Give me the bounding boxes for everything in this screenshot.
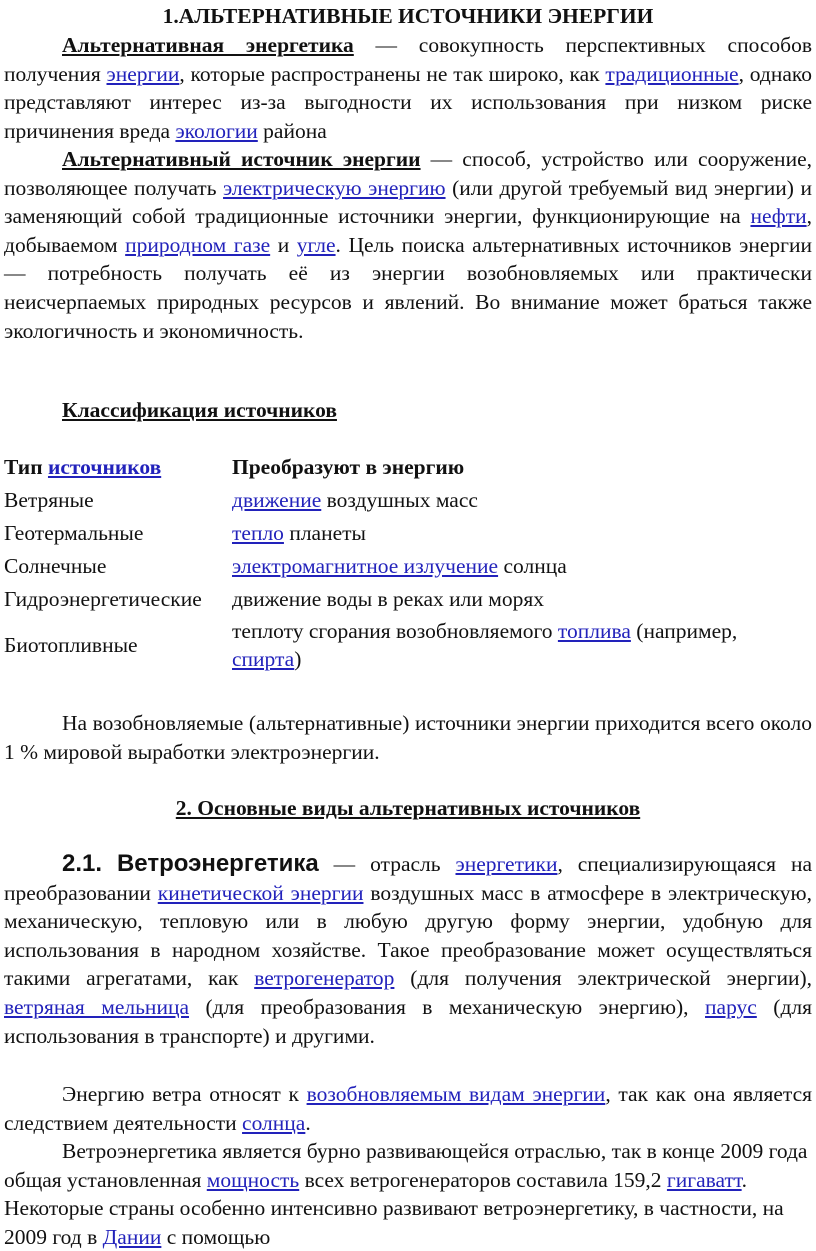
table-row bbox=[4, 582, 737, 615]
text: (для преобразования в механическую энергию), bbox=[189, 994, 706, 1019]
text: , так как она является следствием деятельности bbox=[4, 1082, 812, 1135]
table-row bbox=[4, 516, 737, 549]
text: планеты bbox=[283, 520, 366, 545]
link-sources[interactable]: источников bbox=[47, 454, 162, 479]
text: — способ, устройство или сооружение, позволяющее получать bbox=[4, 147, 812, 200]
text: всех ветрогенераторов составила 159,2 bbox=[299, 1167, 667, 1192]
link-natural-gas[interactable]: природном газе bbox=[125, 232, 271, 257]
heading-text: Классификация источников bbox=[62, 398, 337, 422]
text: (например, bbox=[630, 619, 738, 643]
classification-heading bbox=[4, 396, 812, 425]
cell-converts bbox=[232, 483, 737, 516]
cell-type: Солнечные bbox=[4, 553, 107, 578]
link-coal[interactable]: угле bbox=[296, 232, 336, 257]
text: (для получения электрической энергии), bbox=[394, 966, 812, 991]
cell-type: Геотермальные bbox=[4, 520, 144, 545]
paragraph-wind-renewable bbox=[4, 1080, 812, 1137]
text: , однако представляют интерес из-за выгодности их использования при низком риске причинения вреда bbox=[4, 61, 812, 143]
paragraph-wind-growth bbox=[4, 1137, 812, 1251]
cell-type: Гидроэнергетические bbox=[4, 586, 202, 611]
subsection-number: 2.1. bbox=[62, 850, 103, 877]
link-alcohol[interactable]: спирта bbox=[232, 647, 295, 671]
section-heading bbox=[4, 794, 812, 823]
text: (для использования в транспорте) и другими. bbox=[4, 994, 812, 1048]
header-type bbox=[4, 450, 232, 483]
term-alt-energy: Альтернативная энергетика bbox=[62, 33, 354, 57]
cell-converts bbox=[232, 615, 737, 675]
text: , добываемом bbox=[4, 204, 812, 257]
cell-converts bbox=[232, 516, 737, 549]
link-em-radiation[interactable]: электромагнитное излучение bbox=[232, 553, 499, 578]
link-fuel[interactable]: топлива bbox=[557, 619, 631, 643]
text: и bbox=[270, 232, 297, 257]
classification-table bbox=[4, 450, 737, 675]
page-title: 1.АЛЬТЕРНАТИВНЫЕ ИСТОЧНИКИ ЭНЕРГИИ bbox=[162, 4, 654, 28]
paragraph-share: На возобновляемые (альтернативные) источники энергии приходится всего около 1 % мировой выработки электроэнергии. bbox=[4, 711, 812, 764]
link-renewable-energy[interactable]: возобновляемым видам энергии bbox=[306, 1082, 606, 1106]
text: Энергию ветра относят к bbox=[62, 1082, 307, 1106]
text: — совокупность перспективных способов получения bbox=[4, 33, 812, 86]
link-sail[interactable]: парус bbox=[705, 994, 757, 1019]
paragraph-alt-energy bbox=[4, 31, 812, 145]
text: . bbox=[305, 1110, 311, 1135]
text: воздушных масс в атмосфере в электрическую, механическую, тепловую или в любую другую форму энергии, удобную для использования в народном хозяйстве. Такое преобразование может осуществляться такими агрегатами, как bbox=[4, 880, 812, 991]
table-row bbox=[4, 615, 737, 675]
cell-type: Ветряные bbox=[4, 487, 94, 512]
header-converts: Преобразуют в энергию bbox=[232, 454, 465, 479]
text: солнца bbox=[498, 553, 567, 578]
link-sun[interactable]: солнца bbox=[242, 1110, 306, 1135]
link-wind-generator[interactable]: ветрогенератор bbox=[254, 966, 395, 991]
link-kinetic-energy[interactable]: кинетической энергии bbox=[157, 880, 364, 905]
link-denmark[interactable]: Дании bbox=[102, 1224, 162, 1249]
table-row bbox=[4, 549, 737, 582]
link-oil[interactable]: нефти bbox=[750, 204, 807, 229]
term-wind-energy: Ветроэнергетика bbox=[116, 850, 319, 877]
paragraph-alt-source bbox=[4, 145, 812, 345]
link-electric-energy[interactable]: электрическую энергию bbox=[223, 175, 446, 200]
text: теплоту сгорания возобновляемого bbox=[232, 619, 558, 643]
link-power[interactable]: мощность bbox=[206, 1167, 300, 1192]
link-energy[interactable]: энергии bbox=[106, 61, 180, 86]
paragraph-wind-energy bbox=[4, 850, 812, 1050]
link-motion[interactable]: движение bbox=[232, 487, 322, 512]
link-ecology[interactable]: экологии bbox=[175, 118, 258, 143]
cell-converts bbox=[232, 549, 737, 582]
heading-text: 2. Основные виды альтернативных источников bbox=[175, 796, 641, 820]
link-traditional[interactable]: традиционные bbox=[605, 61, 739, 86]
term-alt-source: Альтернативный источник энергии bbox=[62, 147, 421, 171]
text: района bbox=[257, 118, 327, 143]
table-header-row bbox=[4, 450, 737, 483]
cell-converts: движение воды в реках или морях bbox=[232, 586, 545, 611]
link-heat[interactable]: тепло bbox=[232, 520, 284, 545]
table-row bbox=[4, 483, 737, 516]
text: Тип bbox=[4, 454, 48, 479]
link-energetics[interactable]: энергетики bbox=[455, 852, 558, 876]
text: воздушных масс bbox=[321, 487, 478, 512]
link-gigawatt[interactable]: гигаватт bbox=[666, 1167, 742, 1192]
text: , специализирующаяся на преобразовании bbox=[4, 852, 812, 905]
text: , которые распространены не так широко, как bbox=[179, 61, 606, 86]
text: Ветроэнергетика является бурно развивающейся отраслью, так в конце 2009 года общая установленная bbox=[4, 1139, 808, 1192]
text: ) bbox=[294, 647, 302, 671]
text: (или другой требуемый вид энергии) и заменяющий собой традиционные источники энергии, функционирующие на bbox=[4, 175, 812, 229]
text: . Цель поиска альтернативных источников энергии — потребность получать её из энергии возобновляемых или практически неисчерпаемых природных ресурсов и явлений. Во внимание может браться также экологичность и экономичность. bbox=[4, 232, 812, 343]
cell-type: Биотопливные bbox=[4, 633, 138, 657]
text: с помощью bbox=[161, 1224, 271, 1249]
text: — отрасль bbox=[318, 852, 456, 876]
text: . Некоторые страны особенно интенсивно развивают ветроэнергетику, в частности, на 2009 год в bbox=[4, 1167, 784, 1249]
link-windmill[interactable]: ветряная мельница bbox=[4, 994, 189, 1019]
